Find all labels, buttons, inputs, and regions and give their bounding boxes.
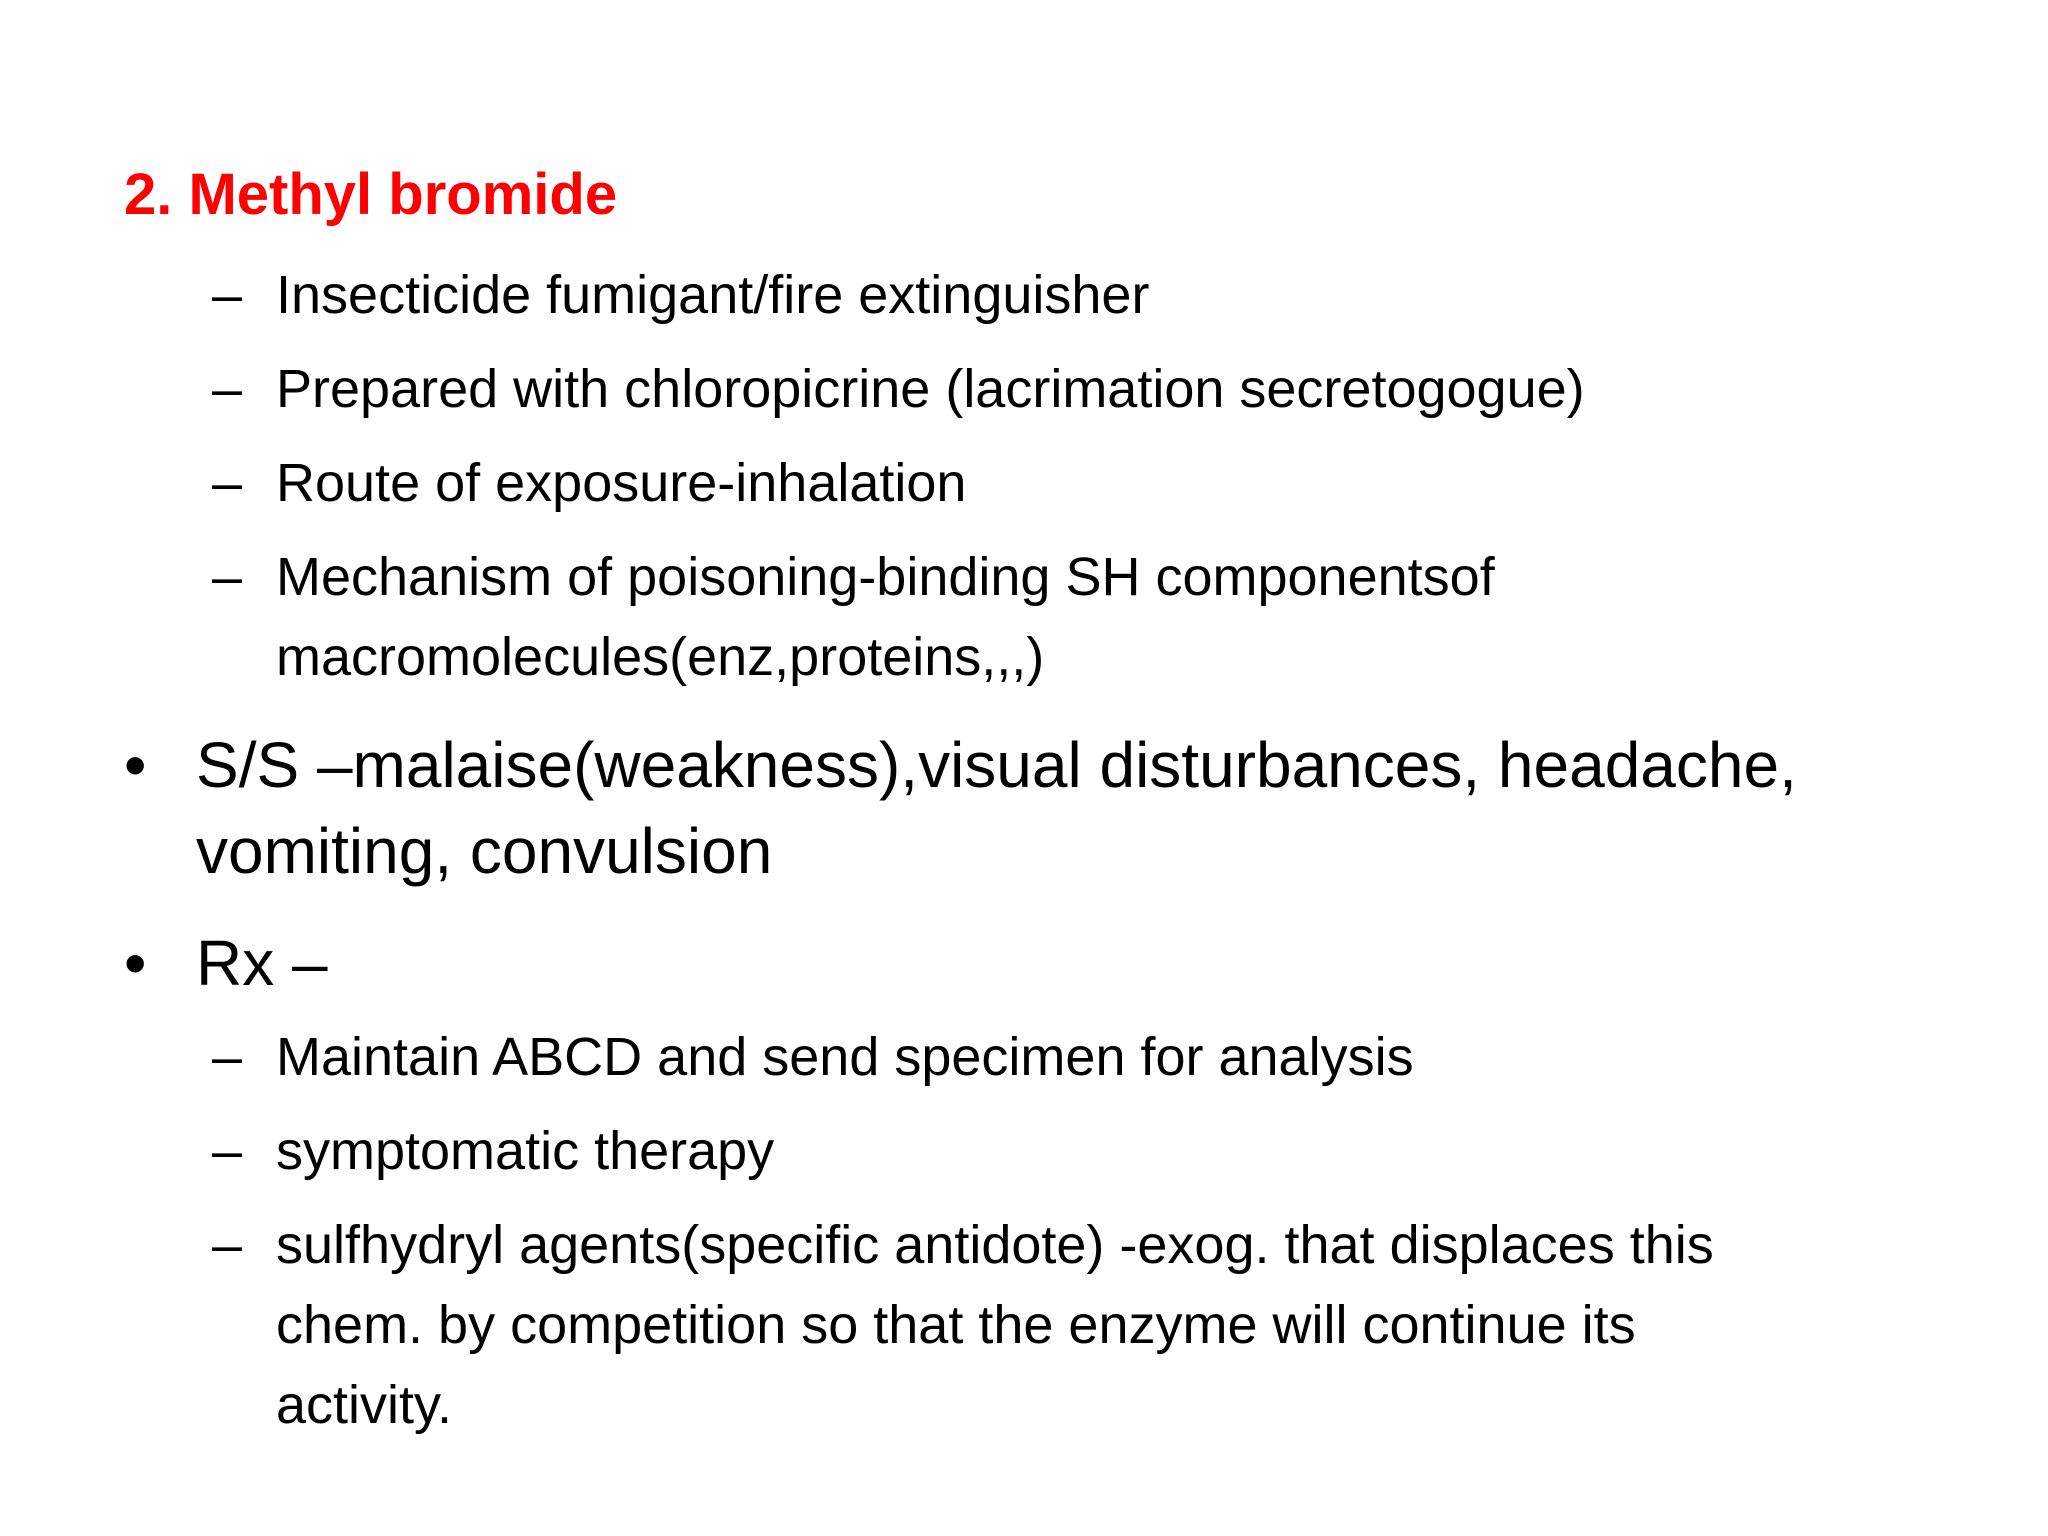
dash-marker: – (212, 265, 243, 325)
dash-marker: – (212, 1027, 243, 1087)
sub-item-preparation: Prepared with chloropicrine (lacrimation secretogogue) (276, 359, 1585, 419)
signs-symptoms-line1: S/S –malaise(weakness),visual disturbances, headache, (196, 729, 1797, 801)
bullet-marker: • (124, 927, 147, 999)
dash-marker: – (212, 1121, 243, 1181)
sub-item-mechanism: Mechanism of poisoning-binding SH componentsof (276, 547, 1495, 607)
dash-marker: – (212, 547, 243, 607)
sub-item-fumigant: Insecticide fumigant/fire extinguisher (276, 265, 1150, 325)
rx-item-sulfhydryl-cont2: activity. (276, 1375, 453, 1435)
dash-marker: – (212, 359, 243, 419)
sub-item-mechanism-cont: macromolecules(enz,proteins,,,) (276, 627, 1045, 687)
sub-item-route: Route of exposure-inhalation (276, 453, 967, 513)
slide-heading: 2. Methyl bromide (124, 162, 618, 227)
rx-item-sulfhydryl-cont1: chem. by competition so that the enzyme will continue its (276, 1295, 1636, 1355)
signs-symptoms-line2: vomiting, convulsion (196, 815, 773, 887)
treatment-label: Rx – (196, 927, 328, 999)
dash-marker: – (212, 1215, 243, 1275)
rx-item-symptomatic: symptomatic therapy (276, 1121, 775, 1181)
bullet-marker: • (124, 729, 147, 801)
rx-item-abcd: Maintain ABCD and send specimen for analysis (276, 1027, 1414, 1087)
rx-item-sulfhydryl: sulfhydryl agents(specific antidote) -exog. that displaces this (276, 1215, 1714, 1275)
dash-marker: – (212, 453, 243, 513)
